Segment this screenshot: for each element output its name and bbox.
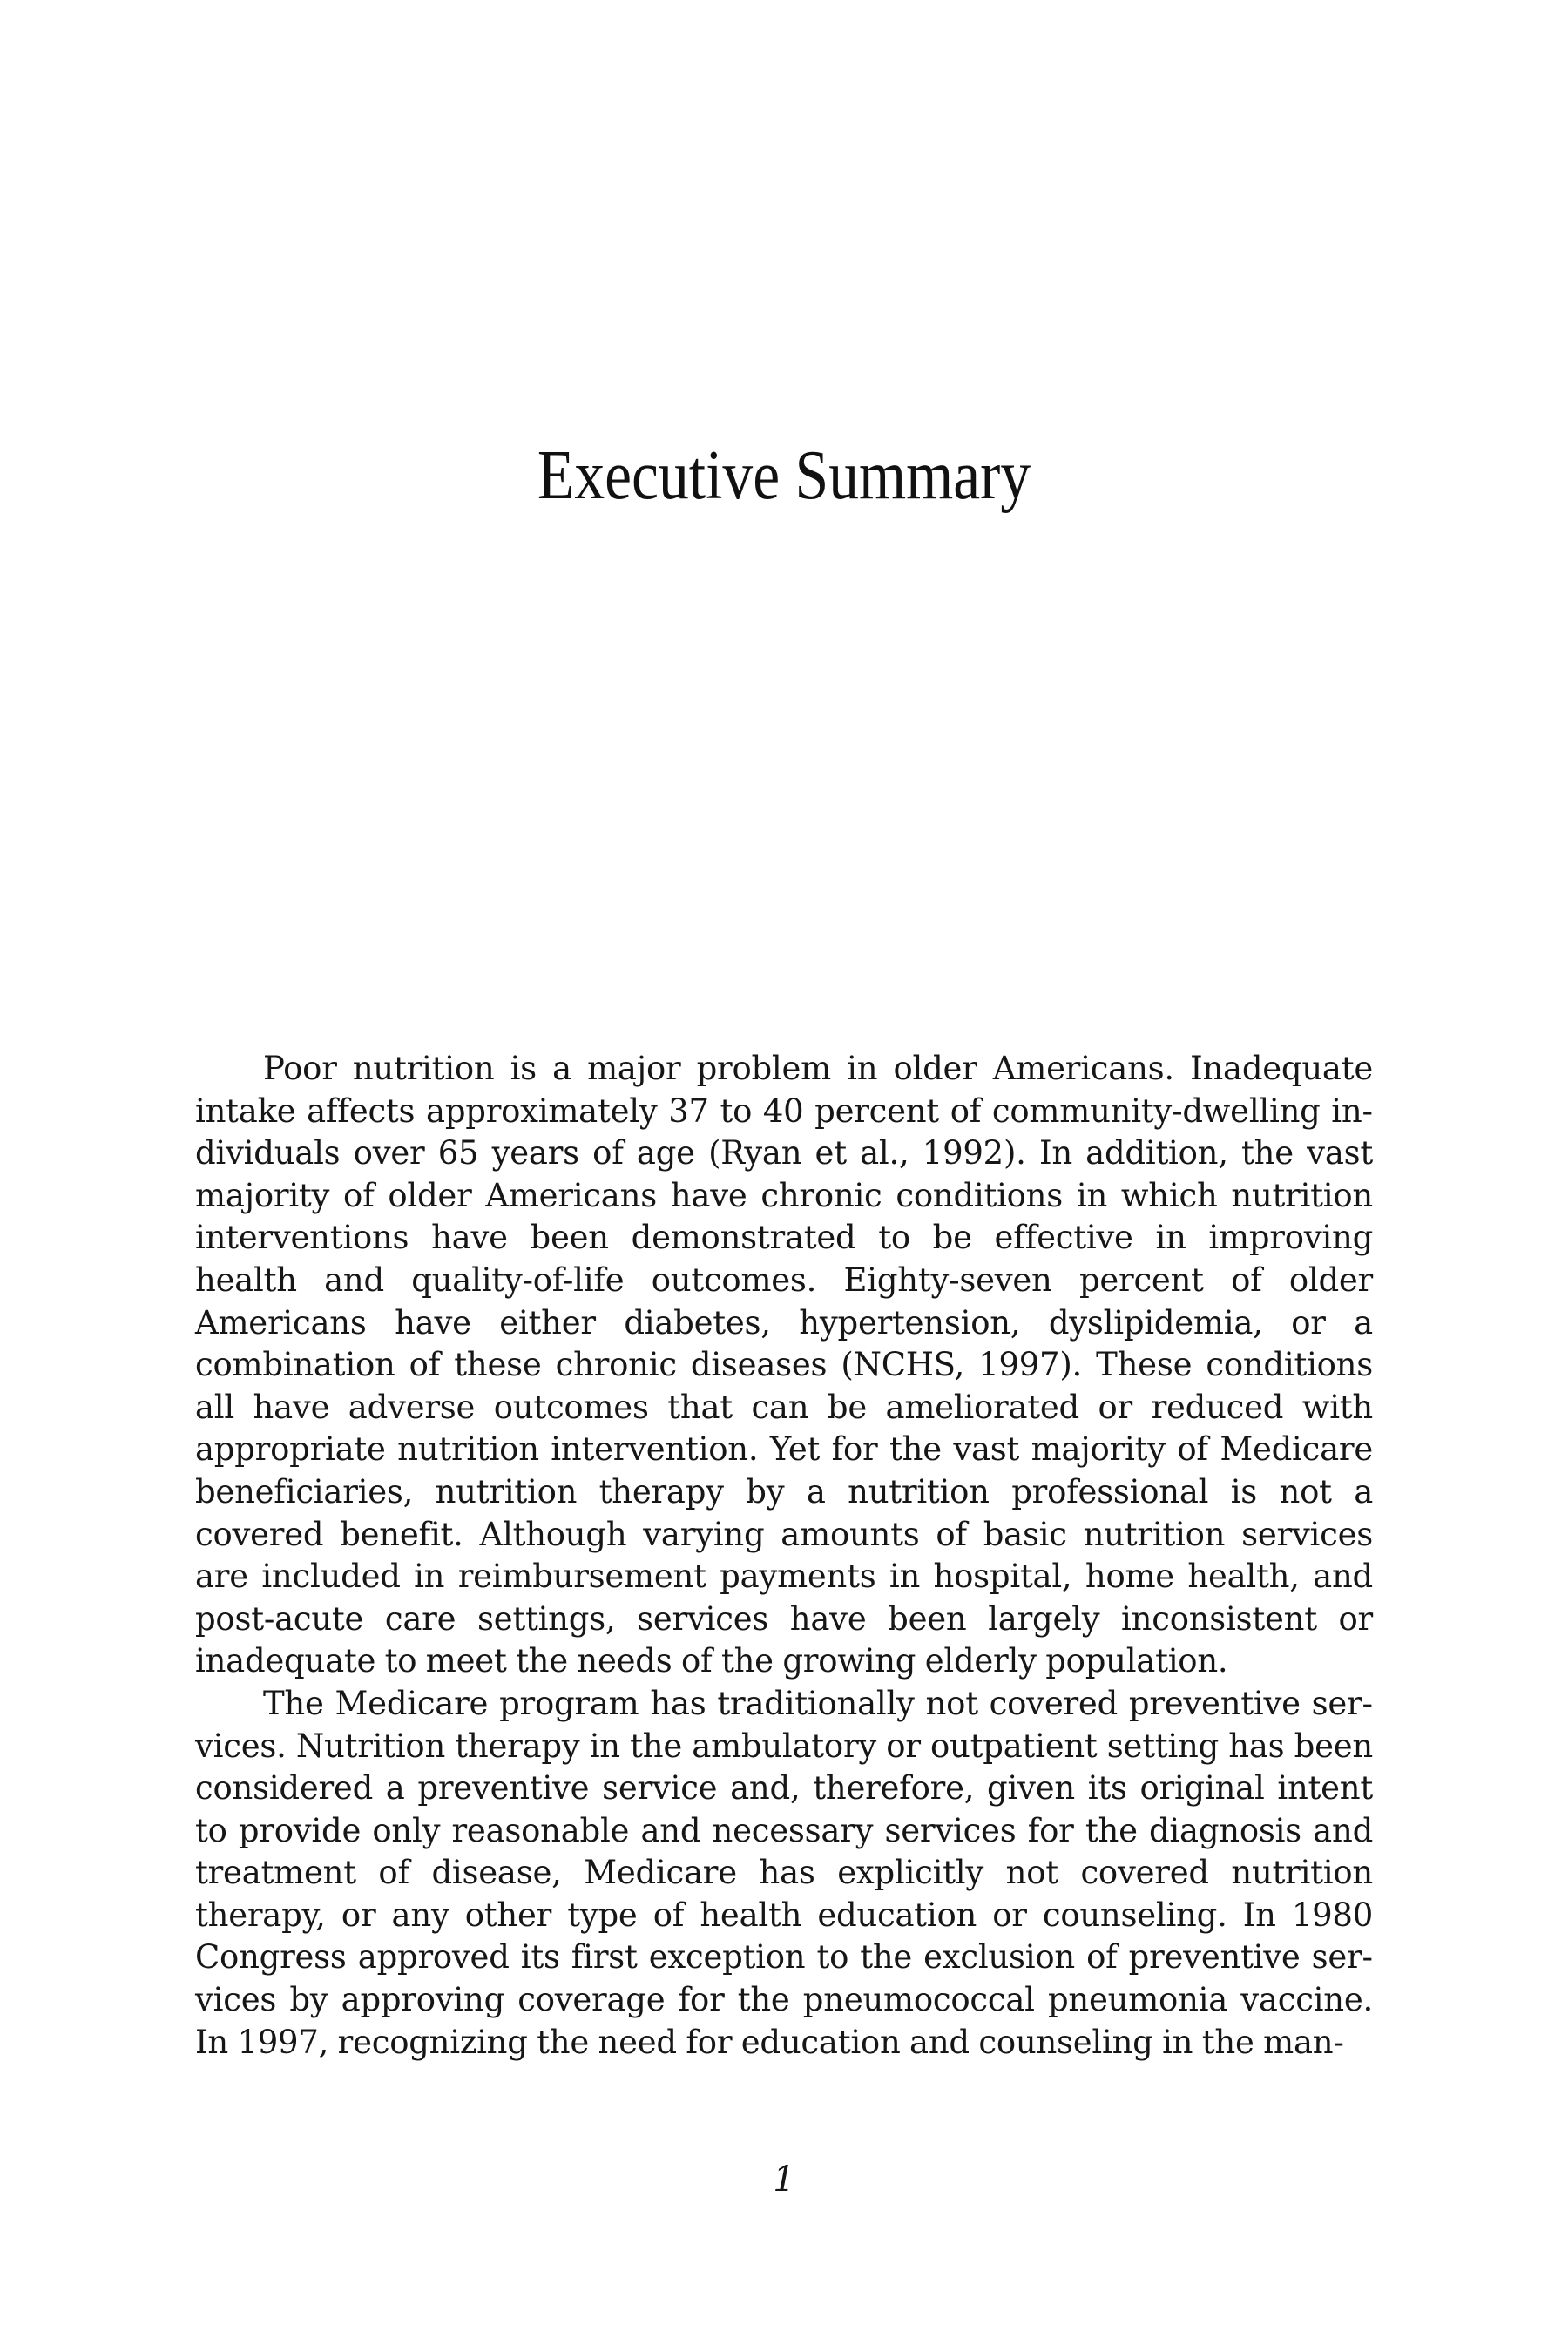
chapter-title: Executive Summary <box>537 437 1031 514</box>
body-text <box>195 1048 1373 2064</box>
paragraph-medicare-program: The Medicare program has traditionally not covered preventive services. Nutrition therapy in the ambulatory or outpatient setting has been considered a preventive service and, therefore, given its original intent to provide only reasonable and necessary services for the diagnosis and treatment of disease, Medicare has explicitly not covered nutrition therapy, or any other type of health education or counseling. In 1980 Congress approved its first exception to the exclusion of preventive services by approving coverage for the pneumococcal pneumonia vaccine. In 1997, recognizing the need for education and counseling in the man- <box>195 1684 1373 2061</box>
paragraph-poor-nutrition: Poor nutrition is a major problem in older Americans. Inadequate intake affects approximately 37 to 40 percent of community-dwelling individuals over 65 years of age (Ryan et al., 1992). In addition, the vast majority of older Americans have chronic conditions in which nutrition interventions have been demonstrated to be effective in improving health and quality-of-life outcomes. Eighty-seven percent of older Americans have either diabetes, hypertension, dyslipidemia, or a combination of these chronic diseases (NCHS, 1997). These conditions all have adverse outcomes that can be ameliorated or reduced with appropriate nutrition intervention. Yet for the vast majority of Medicare beneficiaries, nutrition therapy by a nutrition professional is not a covered benefit. Although varying amounts of basic nutrition services are included in reimbursement payments in hospital, home health, and post-acute care settings, services have been largely inconsistent or inadequate to meet the needs of the growing elderly population. <box>195 1050 1373 1680</box>
page-number: 1 <box>773 2159 795 2200</box>
